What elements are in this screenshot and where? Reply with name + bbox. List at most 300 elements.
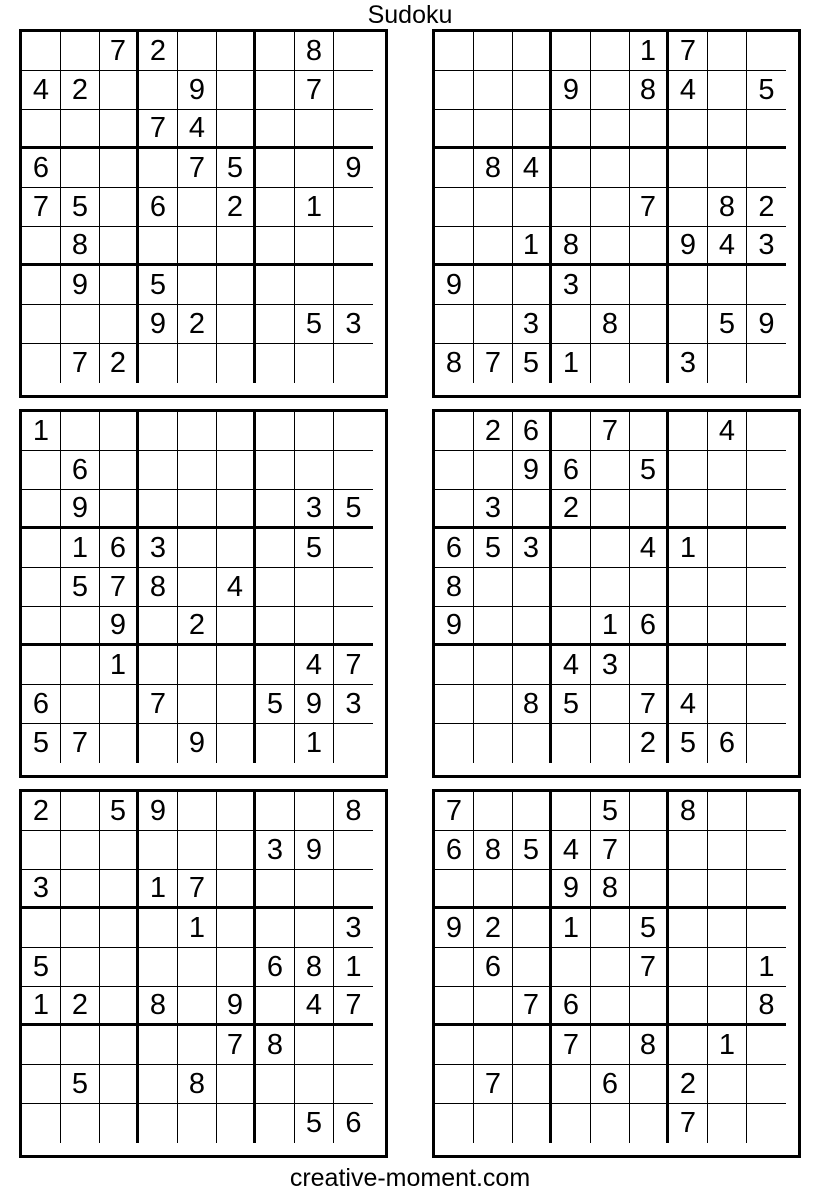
sudoku-cell xyxy=(334,724,373,763)
sudoku-cell xyxy=(474,227,513,266)
sudoku-cell xyxy=(61,305,100,344)
sudoku-cell xyxy=(708,344,747,383)
sudoku-cell xyxy=(61,110,100,149)
sudoku-cell xyxy=(708,490,747,529)
sudoku-cell xyxy=(256,568,295,607)
sudoku-cell xyxy=(100,490,139,529)
sudoku-cell: 7 xyxy=(217,1026,256,1065)
sudoku-cell xyxy=(591,909,630,948)
sudoku-cell: 6 xyxy=(435,529,474,568)
sudoku-cell xyxy=(747,870,786,909)
sudoku-cell xyxy=(708,909,747,948)
sudoku-cell: 3 xyxy=(256,831,295,870)
sudoku-cell: 7 xyxy=(474,1065,513,1104)
sudoku-cell xyxy=(513,32,552,71)
sudoku-cell xyxy=(708,71,747,110)
sudoku-cell xyxy=(334,568,373,607)
sudoku-cell xyxy=(552,1065,591,1104)
sudoku-cell: 7 xyxy=(61,724,100,763)
sudoku-cell xyxy=(334,529,373,568)
sudoku-cell xyxy=(708,948,747,987)
sudoku-cell xyxy=(474,266,513,305)
sudoku-cell xyxy=(295,870,334,909)
sudoku-cell xyxy=(747,490,786,529)
sudoku-cell xyxy=(217,909,256,948)
sudoku-cell xyxy=(100,870,139,909)
sudoku-cell xyxy=(178,568,217,607)
sudoku-cell: 1 xyxy=(22,412,61,451)
sudoku-cell xyxy=(61,948,100,987)
sudoku-cell xyxy=(334,227,373,266)
sudoku-cell: 9 xyxy=(513,451,552,490)
sudoku-cell: 9 xyxy=(435,607,474,646)
sudoku-cell xyxy=(139,149,178,188)
sudoku-cell xyxy=(552,607,591,646)
sudoku-cell xyxy=(100,227,139,266)
sudoku-cell: 7 xyxy=(630,188,669,227)
sudoku-cell xyxy=(474,870,513,909)
sudoku-cell: 7 xyxy=(435,792,474,831)
sudoku-cell xyxy=(747,149,786,188)
sudoku-cell xyxy=(552,149,591,188)
sudoku-cell xyxy=(435,685,474,724)
sudoku-cell xyxy=(61,831,100,870)
sudoku-cell: 5 xyxy=(139,266,178,305)
sudoku-cell: 8 xyxy=(591,870,630,909)
sudoku-cell xyxy=(669,607,708,646)
sudoku-cell xyxy=(295,344,334,383)
sudoku-cell xyxy=(256,227,295,266)
sudoku-cell xyxy=(178,344,217,383)
sudoku-cell xyxy=(708,607,747,646)
sudoku-cell: 7 xyxy=(22,188,61,227)
sudoku-cell: 4 xyxy=(552,646,591,685)
sudoku-cell: 5 xyxy=(552,685,591,724)
page-title: Sudoku xyxy=(367,1,453,29)
sudoku-cell xyxy=(139,412,178,451)
sudoku-cell: 6 xyxy=(345,1107,362,1139)
sudoku-cell xyxy=(22,266,61,305)
sudoku-cell xyxy=(747,529,786,568)
sudoku-cell: 7 xyxy=(139,110,178,149)
sudoku-cell xyxy=(178,792,217,831)
sudoku-cell xyxy=(630,1104,669,1143)
sudoku-cell xyxy=(669,110,708,149)
sudoku-cell: 1 xyxy=(591,607,630,646)
sudoku-cell: 5 xyxy=(22,948,61,987)
sudoku-cell xyxy=(708,870,747,909)
sudoku-cell xyxy=(334,266,373,305)
sudoku-cell: 7 xyxy=(334,987,373,1026)
sudoku-cell: 5 xyxy=(295,529,334,568)
sudoku-cell xyxy=(295,568,334,607)
sudoku-cell xyxy=(178,529,217,568)
sudoku-cell xyxy=(256,490,295,529)
sudoku-cell xyxy=(139,607,178,646)
sudoku-cell xyxy=(630,792,669,831)
sudoku-cell: 3 xyxy=(334,305,373,344)
sudoku-cell: 9 xyxy=(295,831,334,870)
sudoku-cell: 3 xyxy=(22,870,61,909)
sudoku-cell xyxy=(747,110,786,149)
sudoku-cell xyxy=(474,451,513,490)
sudoku-cell xyxy=(630,490,669,529)
sudoku-cell: 4 xyxy=(22,71,61,110)
sudoku-cell xyxy=(22,909,61,948)
sudoku-cell xyxy=(256,451,295,490)
sudoku-cell xyxy=(747,607,786,646)
sudoku-cell xyxy=(100,110,139,149)
sudoku-cell xyxy=(708,568,747,607)
sudoku-cell xyxy=(747,1026,786,1065)
sudoku-cell xyxy=(630,305,669,344)
sudoku-cell: 3 xyxy=(295,490,334,529)
sudoku-cell xyxy=(100,1104,139,1143)
sudoku-cell: 3 xyxy=(552,266,591,305)
sudoku-cell xyxy=(747,451,786,490)
sudoku-cell xyxy=(513,724,552,763)
sudoku-cell: 6 xyxy=(22,149,61,188)
footer-url: creative-moment.com xyxy=(289,1164,531,1190)
sudoku-cell: 1 xyxy=(552,909,591,948)
sudoku-cell: 6 xyxy=(552,451,591,490)
sudoku-cell xyxy=(256,344,295,383)
sudoku-cell: 4 xyxy=(513,149,552,188)
sudoku-cell xyxy=(552,724,591,763)
sudoku-cell: 8 xyxy=(435,568,474,607)
sudoku-cell xyxy=(100,412,139,451)
sudoku-cell xyxy=(22,227,61,266)
sudoku-cell xyxy=(61,646,100,685)
sudoku-cell xyxy=(22,607,61,646)
sudoku-cell: 6 xyxy=(435,831,474,870)
sudoku-cell xyxy=(669,870,708,909)
sudoku-cell xyxy=(474,110,513,149)
sudoku-cell xyxy=(334,607,373,646)
sudoku-cell xyxy=(513,71,552,110)
sudoku-cell: 8 xyxy=(552,227,591,266)
sudoku-cell: 6 xyxy=(630,607,669,646)
sudoku-cell: 9 xyxy=(747,305,786,344)
sudoku-cell xyxy=(513,909,552,948)
sudoku-cell xyxy=(22,32,61,71)
sudoku-cell xyxy=(139,831,178,870)
sudoku-cell xyxy=(669,188,708,227)
sudoku-cell xyxy=(256,71,295,110)
sudoku-cell xyxy=(61,1104,100,1143)
sudoku-cell: 6 xyxy=(256,948,295,987)
sudoku-cell xyxy=(513,646,552,685)
sudoku-cell: 4 xyxy=(178,110,217,149)
sudoku-cell xyxy=(61,412,100,451)
sudoku-cell xyxy=(552,412,591,451)
sudoku-cell: 1 xyxy=(552,344,591,383)
sudoku-cell xyxy=(708,266,747,305)
sudoku-cell xyxy=(513,188,552,227)
sudoku-cell: 1 xyxy=(22,987,61,1026)
sudoku-grid-2 xyxy=(432,29,801,398)
sudoku-cell: 9 xyxy=(139,305,178,344)
sudoku-cell xyxy=(669,149,708,188)
sudoku-cell: 6 xyxy=(591,1065,630,1104)
sudoku-cell: 8 xyxy=(591,305,630,344)
sudoku-cell: 9 xyxy=(100,607,139,646)
sudoku-cell xyxy=(591,32,630,71)
sudoku-grid-1 xyxy=(19,29,388,398)
sudoku-cell xyxy=(139,1026,178,1065)
sudoku-cell: 2 xyxy=(217,188,256,227)
sudoku-cell: 8 xyxy=(630,1026,669,1065)
sudoku-cell xyxy=(435,71,474,110)
sudoku-cell: 6 xyxy=(139,188,178,227)
sudoku-cell xyxy=(295,266,334,305)
sudoku-cell: 5 xyxy=(61,1065,100,1104)
sudoku-cell xyxy=(435,1026,474,1065)
sudoku-cell xyxy=(178,188,217,227)
sudoku-cell xyxy=(256,792,295,831)
sudoku-cell: 3 xyxy=(669,344,708,383)
sudoku-cell: 7 xyxy=(178,870,217,909)
sudoku-cell xyxy=(630,568,669,607)
sudoku-cell xyxy=(591,948,630,987)
sudoku-cell: 3 xyxy=(591,646,630,685)
sudoku-cell xyxy=(61,607,100,646)
sudoku-cell xyxy=(669,646,708,685)
sudoku-grid-4 xyxy=(432,409,801,778)
sudoku-cell xyxy=(100,909,139,948)
sudoku-cell xyxy=(217,305,256,344)
sudoku-cell: 9 xyxy=(552,870,591,909)
sudoku-cell xyxy=(591,110,630,149)
sudoku-cell xyxy=(334,344,373,383)
sudoku-cell xyxy=(100,724,139,763)
sudoku-cell xyxy=(747,1065,786,1104)
sudoku-cell xyxy=(61,685,100,724)
sudoku-cell xyxy=(295,909,334,948)
sudoku-cell: 8 xyxy=(295,32,334,71)
sudoku-cell: 1 xyxy=(295,724,334,763)
sudoku-cell xyxy=(217,870,256,909)
sudoku-cell xyxy=(513,792,552,831)
sudoku-cell xyxy=(217,948,256,987)
sudoku-cell: 7 xyxy=(474,344,513,383)
sudoku-cell xyxy=(747,32,786,71)
sudoku-cell: 8 xyxy=(630,71,669,110)
sudoku-cell xyxy=(630,987,669,1026)
sudoku-cell xyxy=(334,71,373,110)
sudoku-cell: 9 xyxy=(435,266,474,305)
sudoku-cell: 5 xyxy=(100,792,139,831)
sudoku-cell xyxy=(708,831,747,870)
sudoku-cell: 2 xyxy=(630,724,669,763)
sudoku-cell xyxy=(669,451,708,490)
sudoku-cell xyxy=(139,227,178,266)
sudoku-cell xyxy=(708,685,747,724)
sudoku-cell: 6 xyxy=(22,685,61,724)
sudoku-cell xyxy=(435,110,474,149)
sudoku-cell xyxy=(139,724,178,763)
sudoku-cell: 5 xyxy=(474,529,513,568)
sudoku-cell xyxy=(747,831,786,870)
sudoku-cell xyxy=(178,266,217,305)
sudoku-cell: 2 xyxy=(474,909,513,948)
sudoku-cell: 8 xyxy=(139,568,178,607)
sudoku-cell xyxy=(591,188,630,227)
sudoku-cell xyxy=(513,1026,552,1065)
sudoku-cell xyxy=(669,831,708,870)
sudoku-cell xyxy=(295,412,334,451)
sudoku-cell: 7 xyxy=(334,646,373,685)
sudoku-cell xyxy=(708,1065,747,1104)
sudoku-cell xyxy=(139,490,178,529)
sudoku-cell xyxy=(552,792,591,831)
sudoku-cell xyxy=(435,305,474,344)
sudoku-cell xyxy=(513,266,552,305)
sudoku-cell: 4 xyxy=(295,646,334,685)
sudoku-cell xyxy=(591,1104,630,1143)
sudoku-cell xyxy=(22,529,61,568)
sudoku-cell: 3 xyxy=(474,490,513,529)
sudoku-cell xyxy=(334,412,373,451)
sudoku-cell xyxy=(178,490,217,529)
sudoku-cell xyxy=(61,32,100,71)
sudoku-cell xyxy=(708,987,747,1026)
sudoku-cell xyxy=(513,490,552,529)
sudoku-cell xyxy=(669,490,708,529)
sudoku-cell: 5 xyxy=(295,305,334,344)
sudoku-cell xyxy=(474,685,513,724)
sudoku-cell xyxy=(669,948,708,987)
sudoku-cell xyxy=(435,1104,474,1143)
sudoku-cell: 3 xyxy=(513,529,552,568)
sudoku-cell xyxy=(669,568,708,607)
sudoku-cell xyxy=(708,32,747,71)
sudoku-cell xyxy=(139,344,178,383)
sudoku-cell xyxy=(139,71,178,110)
sudoku-cell xyxy=(100,451,139,490)
sudoku-cell: 5 xyxy=(334,490,373,529)
sudoku-cell: 1 xyxy=(100,646,139,685)
sudoku-cell: 8 xyxy=(178,1065,217,1104)
sudoku-cell xyxy=(100,305,139,344)
sudoku-cell xyxy=(217,724,256,763)
sudoku-cell: 7 xyxy=(669,32,708,71)
sudoku-cell xyxy=(22,646,61,685)
sudoku-cell: 2 xyxy=(178,607,217,646)
sudoku-cell xyxy=(669,1026,708,1065)
sudoku-cell xyxy=(747,266,786,305)
sudoku-cell: 7 xyxy=(100,568,139,607)
sudoku-cell: 3 xyxy=(513,305,552,344)
sudoku-grid-3 xyxy=(19,409,388,778)
sudoku-cell xyxy=(295,451,334,490)
sudoku-cell xyxy=(435,188,474,227)
sudoku-cell xyxy=(474,71,513,110)
sudoku-cell: 9 xyxy=(139,792,178,831)
sudoku-cell xyxy=(256,724,295,763)
sudoku-cell xyxy=(513,1065,552,1104)
sudoku-cell xyxy=(630,227,669,266)
sudoku-cell: 8 xyxy=(474,831,513,870)
sudoku-cell: 9 xyxy=(669,227,708,266)
sudoku-cell: 4 xyxy=(217,568,256,607)
sudoku-cell xyxy=(435,32,474,71)
sudoku-cell xyxy=(747,568,786,607)
sudoku-cell xyxy=(552,1104,591,1143)
sudoku-cell: 1 xyxy=(513,227,552,266)
sudoku-cell: 8 xyxy=(61,227,100,266)
sudoku-cell: 9 xyxy=(334,149,373,188)
sudoku-cell: 5 xyxy=(513,344,552,383)
sudoku-cell xyxy=(474,724,513,763)
sudoku-cell: 8 xyxy=(435,344,474,383)
sudoku-cell xyxy=(256,607,295,646)
sudoku-cell xyxy=(22,305,61,344)
sudoku-cell: 8 xyxy=(295,948,334,987)
sudoku-cell: 7 xyxy=(630,685,669,724)
sudoku-cell: 5 xyxy=(295,1104,334,1143)
sudoku-cell xyxy=(552,568,591,607)
sudoku-cell xyxy=(591,724,630,763)
sudoku-cell: 7 xyxy=(552,1026,591,1065)
sudoku-cell xyxy=(435,987,474,1026)
sudoku-cell xyxy=(435,870,474,909)
sudoku-cell xyxy=(708,529,747,568)
sudoku-cell xyxy=(217,792,256,831)
sudoku-cell xyxy=(22,1104,61,1143)
sudoku-cell xyxy=(139,1104,178,1143)
sudoku-cell xyxy=(669,412,708,451)
sudoku-cell xyxy=(747,909,786,948)
sudoku-cell xyxy=(591,987,630,1026)
sudoku-cell xyxy=(669,987,708,1026)
sudoku-cell xyxy=(22,451,61,490)
sudoku-cell xyxy=(217,266,256,305)
sudoku-cell: 4 xyxy=(669,685,708,724)
sudoku-cell xyxy=(139,909,178,948)
sudoku-cell xyxy=(217,110,256,149)
sudoku-cell xyxy=(435,646,474,685)
sudoku-cell xyxy=(217,831,256,870)
sudoku-cell xyxy=(435,149,474,188)
sudoku-cell: 4 xyxy=(630,529,669,568)
sudoku-cell xyxy=(100,71,139,110)
sudoku-cell xyxy=(22,344,61,383)
sudoku-cell: 8 xyxy=(708,188,747,227)
sudoku-cell xyxy=(22,1026,61,1065)
sudoku-cell: 5 xyxy=(591,792,630,831)
sudoku-cell xyxy=(22,831,61,870)
sudoku-cell xyxy=(630,266,669,305)
sudoku-cell xyxy=(22,110,61,149)
sudoku-cell: 7 xyxy=(630,948,669,987)
sudoku-cell: 9 xyxy=(61,266,100,305)
sudoku-cell xyxy=(708,792,747,831)
sudoku-cell xyxy=(217,685,256,724)
sudoku-cell xyxy=(217,529,256,568)
sudoku-cell: 6 xyxy=(100,529,139,568)
sudoku-cell xyxy=(61,870,100,909)
sudoku-cell xyxy=(256,870,295,909)
sudoku-cell xyxy=(334,188,373,227)
sudoku-cell xyxy=(552,948,591,987)
sudoku-cell xyxy=(256,529,295,568)
sudoku-cell xyxy=(513,607,552,646)
sudoku-cell xyxy=(256,266,295,305)
sudoku-cell: 2 xyxy=(178,305,217,344)
sudoku-cell xyxy=(474,792,513,831)
sudoku-cell xyxy=(100,1026,139,1065)
